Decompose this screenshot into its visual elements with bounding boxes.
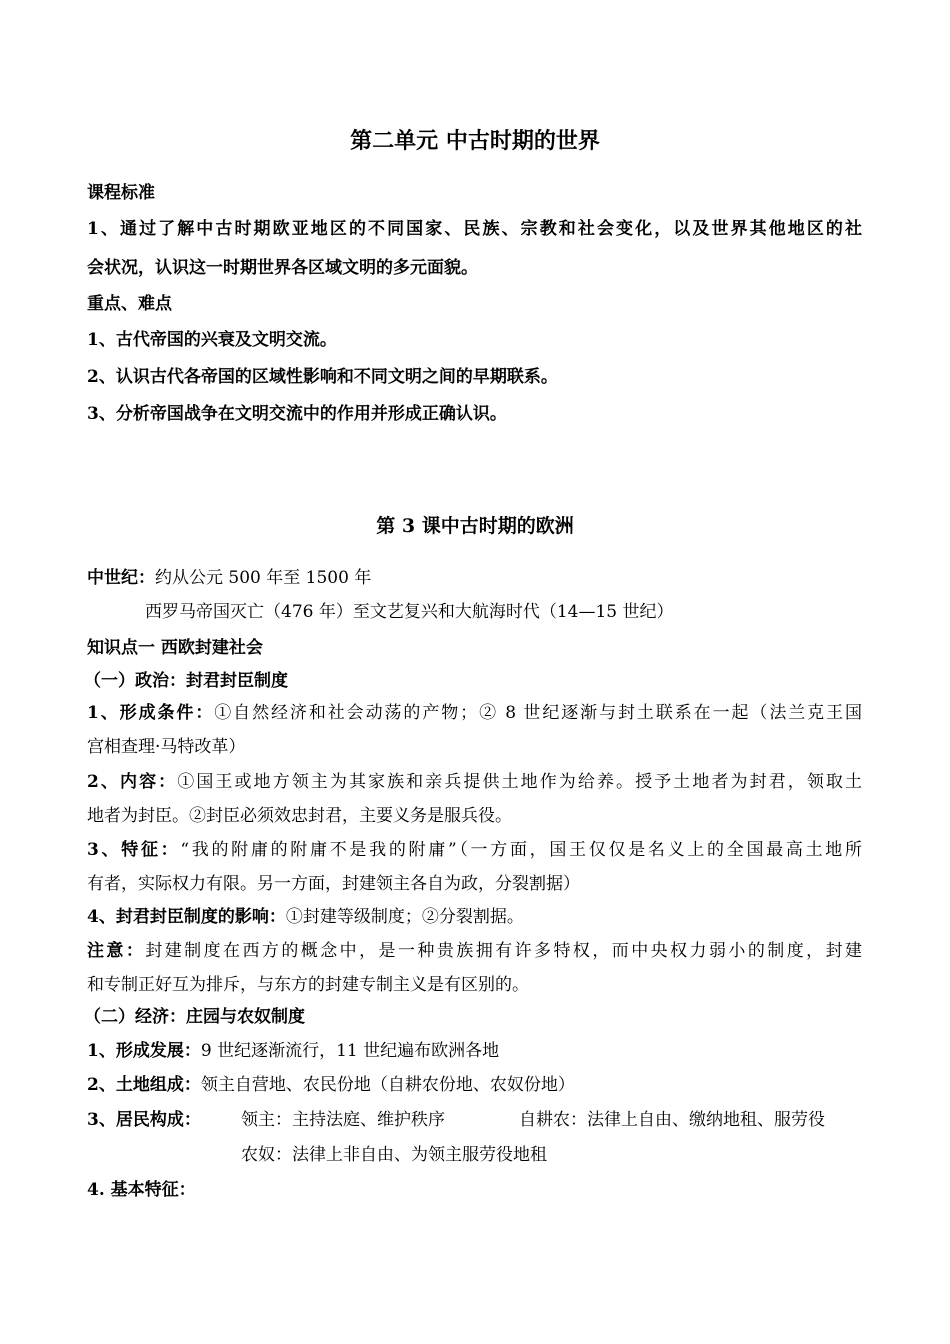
p3-line2: 有者，实际权力有限。另一方面，封建领主各自为政，分裂割据）: [87, 874, 580, 894]
unit-title: 第二单元 中古时期的世界: [350, 128, 600, 154]
p1-label: 1、形成条件：: [87, 703, 215, 723]
e3-lord: 领主：主持法庭、维护秩序: [241, 1110, 445, 1130]
e2-line: [87, 1075, 575, 1095]
knowledge-point-heading: 知识点一 西欧封建社会: [87, 638, 263, 658]
note-text: 封建制度在西方的概念中，是一种贵族拥有许多特权，而中央权力弱小的制度，封建: [145, 941, 863, 961]
e4-label: 4. 基本特征：: [87, 1180, 196, 1200]
key-points-heading: 重点、难点: [87, 294, 172, 314]
p2-line2: 地者为封臣。②封臣必须效忠封君，主要义务是服兵役。: [87, 806, 512, 826]
middle-ages-line: [87, 568, 371, 588]
p3-text: “我的附庸的附庸不是我的附庸”（一方面，国王仅仅是名义上的全国最高土地所: [180, 840, 862, 860]
p4-line: [87, 907, 524, 927]
e3-serf: 农奴：法律上非自由、为领主服劳役地租: [241, 1145, 547, 1165]
lesson-title: 第 3 课中古时期的欧洲: [376, 515, 574, 537]
curriculum-item-line2: 会状况，认识这一时期世界各区域文明的多元面貌。: [87, 258, 478, 278]
p4-text: ①封建等级制度；②分裂割据。: [285, 907, 524, 927]
note-line2: 和专制正好互为排斥，与东方的封建专制主义是有区别的。: [87, 975, 529, 995]
e3-freeholder: 自耕农：法律上自由、缴纳地租、服劳役: [519, 1110, 825, 1130]
e2-label: 2、土地组成：: [87, 1075, 201, 1095]
p2-label: 2、内容：: [87, 772, 178, 792]
e1-text: 9 世纪逐渐流行，11 世纪遍布欧洲各地: [200, 1041, 500, 1061]
section-economy-heading: （二）经济：庄园与农奴制度: [84, 1007, 305, 1027]
note-line1: [87, 941, 862, 961]
middle-ages-sub: 西罗马帝国灭亡（476 年）至文艺复兴和大航海时代（14—15 世纪）: [145, 602, 674, 622]
key-point-item: 3、分析帝国战争在文明交流中的作用并形成正确认识。: [87, 404, 507, 424]
middle-ages-text: 约从公元 500 年至 1500 年: [155, 568, 372, 588]
key-point-item: 1、古代帝国的兴衰及文明交流。: [87, 330, 337, 350]
p1-line2: 宫相查理·马特改革）: [87, 737, 246, 757]
p3-line1: [87, 840, 862, 860]
curriculum-heading: 课程标准: [87, 183, 155, 203]
e1-line: [87, 1041, 499, 1061]
p1-line1: [87, 703, 862, 723]
p2-line1: [87, 772, 862, 792]
e2-text: 领主自营地、农民份地（自耕农份地、农奴份地）: [200, 1075, 575, 1095]
p1-text: ①自然经济和社会动荡的产物；② 8 世纪逐渐与封土联系在一起（法兰克王国: [214, 703, 862, 723]
key-point-item: 2、认识古代各帝国的区域性影响和不同文明之间的早期联系。: [87, 367, 558, 387]
section-politics-heading: （一）政治：封君封臣制度: [84, 671, 288, 691]
note-label: 注意：: [87, 941, 146, 961]
e3-label: 3、居民构成：: [87, 1110, 201, 1130]
middle-ages-label: 中世纪：: [87, 568, 155, 588]
p3-label: 3、特征：: [87, 840, 181, 860]
p2-text: ①国王或地方领主为其家族和亲兵提供土地作为给养。授予土地者为封君，领取土: [177, 772, 862, 792]
p4-label: 4、封君封臣制度的影响：: [87, 907, 286, 927]
curriculum-item-line1: 1、通过了解中古时期欧亚地区的不同国家、民族、宗教和社会变化，以及世界其他地区的社: [87, 219, 862, 239]
e1-label: 1、形成发展：: [87, 1041, 201, 1061]
